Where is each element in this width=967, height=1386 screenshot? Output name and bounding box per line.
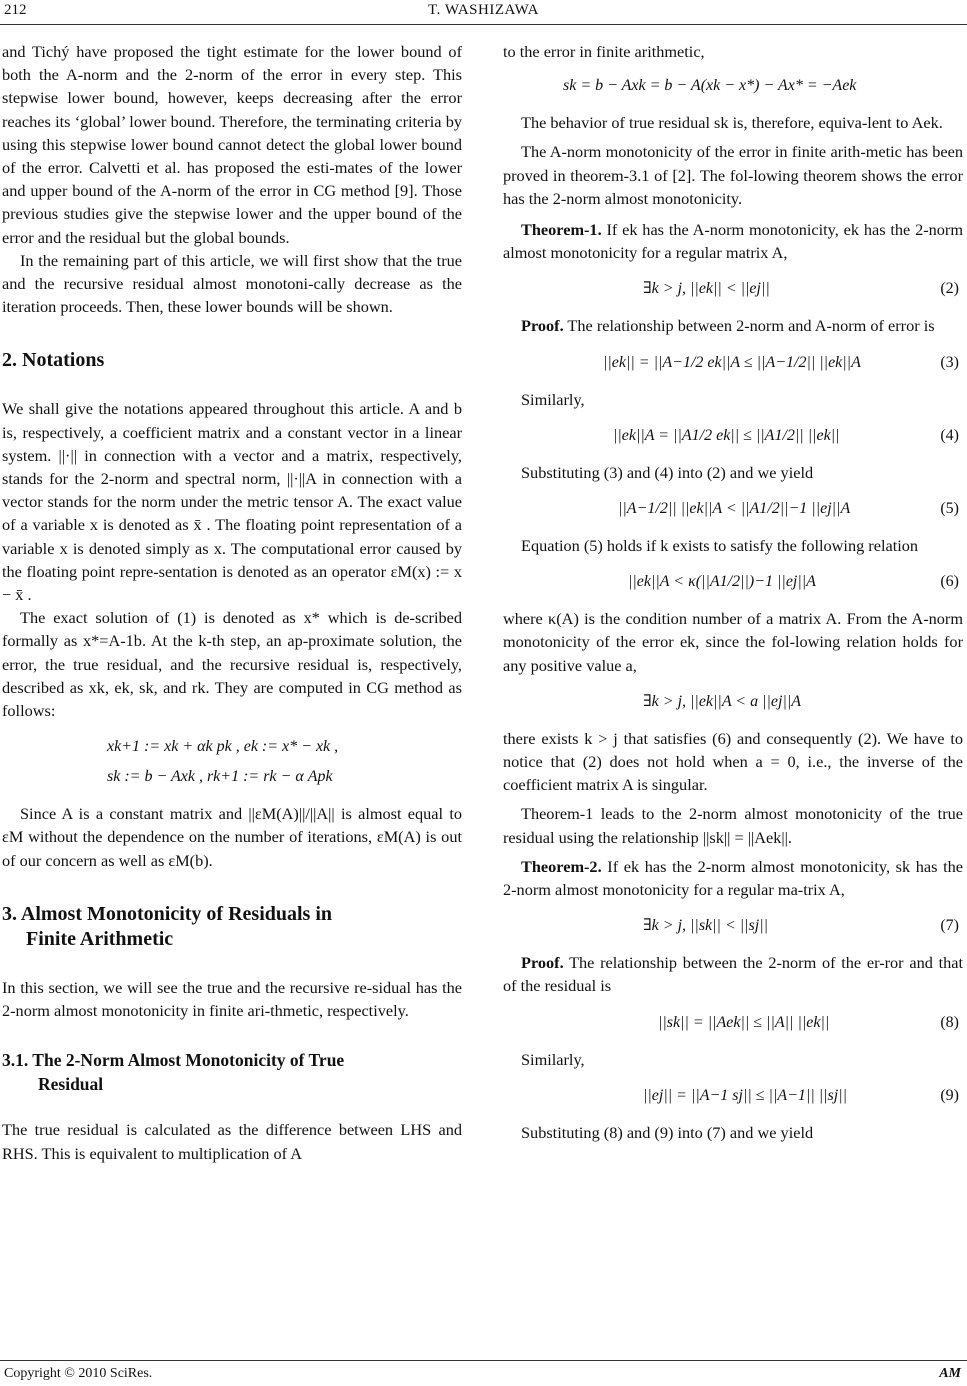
similarly-1: Similarly, [521, 389, 585, 409]
notations-paragraph-1: We shall give the notations appeared throughout this article. A and b is, respectively, a coefficient matrix and a constant vector in a linear system. ||·|| in connection with a vector and a matrix, respectively, stands for the 2-norm and spectral norm, ||·||A in connection with a vector stands for the norm under the metric tensor A. The exact value of a variable x is denoted as x̄ . The floating point representation of a variable x is denoted simply as x. The computational error caused by the floating point repre-sentation is denoted as an operator εM(x) := x − x̄ . [2, 399, 462, 605]
right-paragraph-1: to the error in finite arithmetic, [503, 42, 705, 61]
equation-a: ∃k > j, ||ek||A < a ||ej||A [643, 692, 802, 710]
equation-5: ||A−1/2|| ||ek||A < ||A1/2||−1 ||ej||A (5) [618, 500, 959, 518]
theorem-2: Theorem-2. If ek has the 2-norm almost monotonicity, sk has the 2-norm almost monotonicity for a regular ma-trix A, [503, 856, 963, 900]
right-paragraph-3: The A-norm monotonicity of the error in finite arith-metic has been proved in theorem-3.1 of [2]. The fol-lowing theorem shows the error has the 2-norm almost monotonicity. [503, 142, 963, 208]
right-paragraph-2: The behavior of true residual sk is, therefore, equiva-lent to Aek. [521, 113, 943, 133]
page-number: 212 [4, 2, 27, 18]
section3-paragraph: In this section, we will see the true and the recursive re-sidual has the 2-norm almost monotonicity in finite ari-thmetic, respectively. [2, 977, 462, 1021]
right-paragraph-7: Theorem-1 leads to the 2-norm almost monotonicity of the true residual using the relationship ||sk|| = ||Aek||. [503, 804, 963, 847]
equation-7: ∃k > j, ||sk|| < ||sj|| (7) [643, 917, 959, 935]
right-paragraph-5: where κ(A) is the condition number of a matrix A. From the A-norm monotonicity of the error ek, since the fol-lowing relation holds for any positive value a, [503, 609, 963, 675]
right-column [503, 40, 963, 1144]
equation-4: ||ek||A = ||A1/2 ek|| ≤ ||A1/2|| ||ek|| (4) [613, 426, 959, 444]
intro-paragraph-1: and Tichý have proposed the tight estimate for the lower bound of both the A-norm and the 2-norm of the error in every step. This stepwise lower bound, however, keeps decreasing after the error reaches its ‘global’ lower bound. Therefore, the terminating criteria by using this stepwise lower bound cannot detect the global lower bound of the error. Calvetti et al. has proposed the esti-mates of the lower and upper bound of the A-norm of the error in CG method [9]. Those previous studies give the stepwise lower and the upper bound of the error and the residual but the global bounds. [2, 42, 462, 247]
footer-rule [0, 1360, 967, 1361]
header-rule [0, 24, 967, 25]
section-heading-notations: 2. Notations [2, 349, 105, 372]
equation-6: ||ek||A < κ(||A1/2||)−1 ||ej||A (6) [628, 573, 959, 591]
right-paragraph-6: there exists k > j that satisfies (6) and consequently (2). We have to notice that (2) does not hold when a = 0, i.e., the inverse of the coefficient matrix A is singular. [503, 728, 963, 795]
similarly-2: Similarly, [521, 1049, 585, 1069]
equation-9: ||ej|| = ||A−1 sj|| ≤ ||A−1|| ||sj|| (9) [643, 1086, 959, 1104]
substituting-2: Substituting (8) and (9) into (7) and we yield [521, 1122, 814, 1142]
running-header: T. WASHIZAWA [428, 2, 539, 18]
subsection-heading-3-1: 3.1. The 2-Norm Almost Monotonicity of True Residual [2, 1050, 345, 1095]
theorem-1: Theorem-1. If ek has the A-norm monotonicity, ek has the 2-norm almost monotonicity for a regular matrix A, [503, 220, 963, 263]
residual-equation: sk = b − Axk = b − A(xk − x*) − Ax* = −Aek [563, 77, 857, 95]
substituting-1: Substituting (3) and (4) into (2) and we yield [521, 462, 814, 482]
subsection-paragraph: The true residual is calculated as the difference between LHS and RHS. This is equivalent to multiplication of A [2, 1120, 462, 1163]
proof-2: Proof. The relationship between the 2-norm of the er-ror and that of the residual is [503, 953, 963, 996]
section-heading-3: 3. Almost Monotonicity of Residuals in Finite Arithmetic [2, 902, 333, 950]
left-column [2, 40, 462, 1165]
journal-abbrev: AM [939, 1366, 961, 1381]
cg-equation-1: xk+1 := xk + αk pk , ek := x* − xk , [107, 738, 339, 756]
notations-paragraph-2: The exact solution of (1) is denoted as x* which is de-scribed formally as x*=A-1b. At the k-th step, an ap-proximate solution, the error, the true residual, and the recursive residual is, respectively, described as xk, ek, sk, and rk. They are computed in CG method as follows: [2, 608, 462, 721]
notations-paragraph-3: Since A is a constant matrix and ||εM(A)||/||A|| is almost equal to εM without the dependence on the number of iterations, εM(A) is out of our concern as well as εM(b). [2, 804, 462, 870]
right-paragraph-4: Equation (5) holds if k exists to satisfy the following relation [521, 536, 919, 556]
equation-2: ∃k > j, ||ek|| < ||ej|| (2) [643, 280, 959, 298]
equation-8: ||sk|| = ||Aek|| ≤ ||A|| ||ek|| (8) [658, 1013, 959, 1031]
cg-equation-2: sk := b − Axk , rk+1 := rk − α Apk [107, 768, 333, 786]
copyright-notice: Copyright © 2010 SciRes. [4, 1366, 153, 1381]
equation-3: ||ek|| = ||A−1/2 ek||A ≤ ||A−1/2|| ||ek||A (3) [603, 353, 959, 371]
proof-1: Proof. The relationship between 2-norm and A-norm of error is [521, 316, 935, 336]
intro-paragraph-2: In the remaining part of this article, we will first show that the true and the recursive residual almost monotoni-cally decrease as the iteration proceeds. Then, these lower bounds will be shown. [2, 250, 462, 317]
